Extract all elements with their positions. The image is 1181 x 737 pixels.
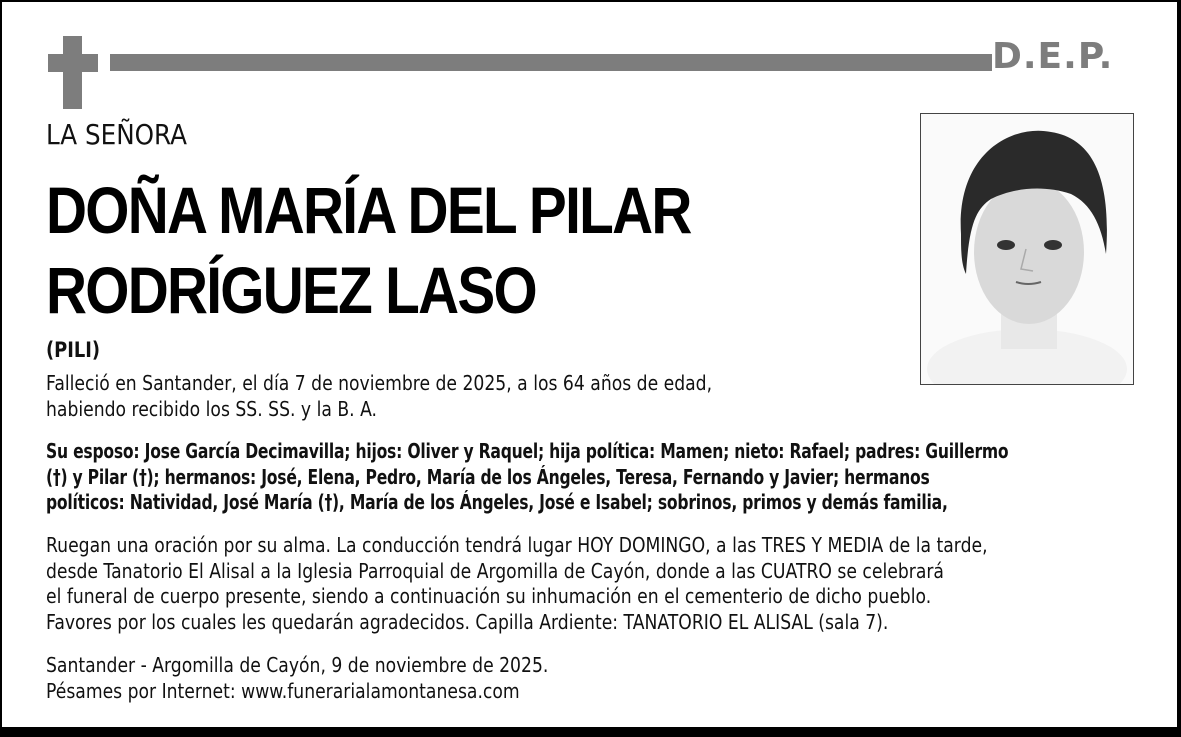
obituary-card [2,2,1177,727]
service-details [46,533,988,635]
header-rule [110,54,992,71]
death-notice-line: habiendo recibido los SS. SS. y la B. A. [46,396,378,421]
name-line-2: RODRÍGUEZ LASO [46,253,536,327]
family-line: Su esposo: Jose García Decimavilla; hijos: Oliver y Raquel; hija política: Mamen; nieto: Rafael; padres: Guillermo [46,439,1009,463]
death-notice-line: Falleció en Santander, el día 7 de noviembre de 2025, a los 64 años de edad, [46,371,713,395]
nickname: (PILI) [46,338,101,362]
dep-label: D.E.P. [992,36,1114,77]
condolences-link: Pésames por Internet: www.funerarialamontanesa.com [46,678,520,703]
cross-icon [63,36,82,109]
cross-icon-arm [48,54,98,72]
footer [46,653,548,704]
family-line: (†) y Pilar (†); hermanos: José, Elena, Pedro, María de los Ángeles, Teresa, Fernando y Javier; hermanos [46,464,930,489]
death-notice [46,371,712,422]
service-line: el funeral de cuerpo presente, siendo a continuación su inhumación en el cementerio de dicho pueblo. [46,584,932,608]
service-line: Ruegan una oración por su alma. La conducción tendrá lugar HOY DOMINGO, a las TRES Y MEDIA de la tarde, [46,533,988,557]
service-line: desde Tanatorio El Alisal a la Iglesia Parroquial de Argomilla de Cayón, donde a las CUATRO se celebrará [46,558,944,583]
portrait-image-icon [921,114,1133,384]
service-line: Favores por los cuales les quedarán agradecidos. Capilla Ardiente: TANATORIO EL ALISAL (sala 7). [46,609,889,634]
deceased-name [46,170,691,330]
name-line-1: DOÑA MARÍA DEL PILAR [46,173,691,247]
place-date: Santander - Argomilla de Cayón, 9 de noviembre de 2025. [46,653,549,677]
family-line: políticos: Natividad, José María (†), María de los Ángeles, José e Isabel; sobrinos, primos y demás familia, [46,490,948,514]
portrait-photo [920,113,1134,385]
family-list [46,439,1008,516]
pretitle: LA SEÑORA [46,118,188,151]
